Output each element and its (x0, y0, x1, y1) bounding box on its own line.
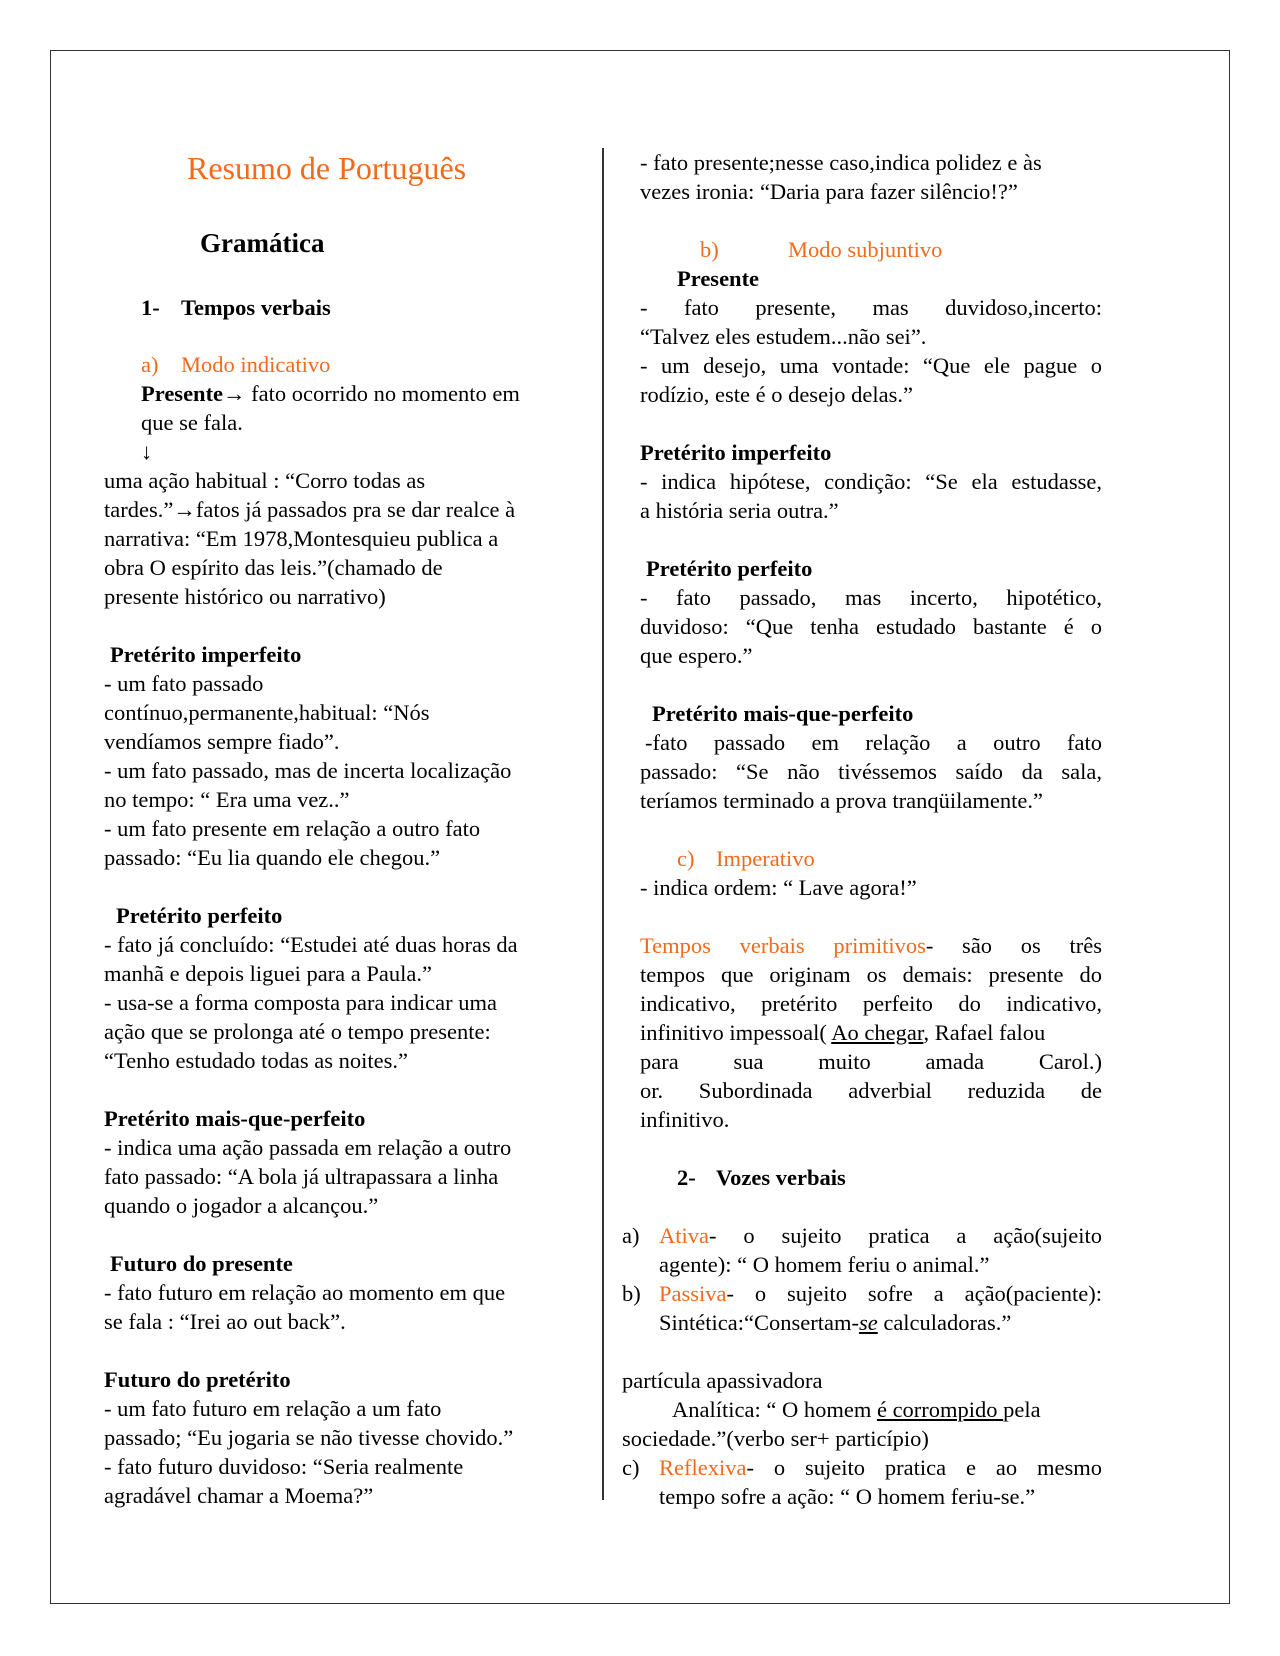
tvp-line-1 (640, 931, 1102, 960)
imp-line-1: - indica ordem: “ Lave agora!” (640, 875, 917, 900)
presente-para-line-4: obra O espírito das leis.”(chamado de (104, 555, 443, 580)
smq-line-1: -fato passado em relação a outro fato (645, 730, 1102, 755)
r-top-line-2: vezes ironia: “Daria para fazer silêncio!?” (640, 179, 1018, 204)
analitica-a: Analítica: “ O homem (672, 1397, 877, 1422)
tvp-line-1-rest: - são os três (925, 933, 1102, 958)
preterito-perfeito-title: Pretérito perfeito (116, 903, 283, 928)
tvp-line-2: tempos que originam os demais: presente do (640, 962, 1102, 987)
pmq-line-3: quando o jogador a alcançou.” (104, 1193, 379, 1218)
sp-line-4: rodízio, este é o desejo delas.” (640, 382, 914, 407)
va-label: a) (622, 1223, 640, 1248)
pp-line-2: manhã e depois liguei para a Paula.” (104, 961, 432, 986)
pi-line-5: no tempo: “ Era uma vez..” (104, 787, 350, 812)
fp-line-2: se fala : “Irei ao out back”. (104, 1309, 346, 1334)
fpt-line-2: passado; “Eu jogaria se não tivesse chovido.” (104, 1425, 514, 1450)
tvp-line-5: para sua muito amada Carol.) (640, 1049, 1102, 1074)
tvp-line-6: or. Subordinada adverbial reduzida de (640, 1078, 1102, 1103)
heading-gramatica: Gramática (200, 228, 325, 258)
tvp-line-4-b: , Rafael falou (923, 1020, 1046, 1045)
particula-label: partícula apassivadora (622, 1368, 823, 1393)
tvp-line-7: infinitivo. (640, 1107, 730, 1132)
analitica-underlined: é corrompido (876, 1397, 1004, 1422)
va-line-1 (659, 1221, 1102, 1250)
pi-line-1: - um fato passado (104, 671, 264, 696)
sp-line-3: - um desejo, uma vontade: “Que ele pague o (640, 353, 1102, 378)
subj-mqp-title: Pretérito mais-que-perfeito (652, 701, 914, 726)
pp-line-3: - usa-se a forma composta para indicar uma (104, 990, 497, 1015)
preterito-imperfeito-title: Pretérito imperfeito (110, 642, 302, 667)
smq-line-2: passado: “Se não tivéssemos saído da sala, (640, 759, 1102, 784)
section-1-number: 1- (141, 295, 160, 320)
sub-b-title: Modo subjuntivo (788, 237, 943, 262)
presente-text: fato ocorrido no momento em (245, 381, 520, 406)
preterito-mqp-title: Pretérito mais-que-perfeito (104, 1106, 366, 1131)
pi-line-2: contínuo,permanente,habitual: “Nós (104, 700, 430, 725)
vc-line-1 (659, 1453, 1102, 1482)
vb-line-2-a: Sintética:“Consertam- (659, 1310, 859, 1335)
analitica-line-2: sociedade.”(verbo ser+ particípio) (622, 1426, 929, 1451)
tvp-line-4 (640, 1018, 1045, 1047)
fpt-line-4: agradável chamar a Moema?” (104, 1483, 374, 1508)
vb-line-1 (659, 1279, 1102, 1308)
sub-a-title: Modo indicativo (181, 352, 331, 377)
sub-c-title: Imperativo (716, 846, 815, 871)
pmq-line-2: fato passado: “A bola já ultrapassara a linha (104, 1164, 499, 1189)
subj-pi-title: Pretérito imperfeito (640, 440, 832, 465)
subj-presente-title: Presente (677, 266, 760, 291)
sub-b-label: b) (700, 237, 719, 262)
tvp-line-4-a: infinitivo impessoal( (640, 1020, 832, 1045)
presente-para-line-1: uma ação habitual : “Corro todas as (104, 468, 426, 493)
pp-line-4: ação que se prolonga até o tempo presente: (104, 1019, 491, 1044)
fpt-line-1: - um fato futuro em relação a um fato (104, 1396, 442, 1421)
presente-label: Presente (141, 381, 224, 406)
vb-line-2 (659, 1308, 1011, 1337)
spp-line-2: duvidoso: “Que tenha estudado bastante é o (640, 614, 1102, 639)
page-title: Resumo de Português (187, 150, 467, 186)
sp-line-1: - fato presente, mas duvidoso,incerto: (640, 295, 1102, 320)
fpt-line-3: - fato futuro duvidoso: “Seria realmente (104, 1454, 464, 1479)
pi-line-6: - um fato presente em relação a outro fato (104, 816, 481, 841)
spi-line-2: a história seria outra.” (640, 498, 839, 523)
futuro-presente-title: Futuro do presente (110, 1251, 293, 1276)
analitica-line-1 (672, 1395, 1041, 1424)
va-title: Ativa (659, 1223, 709, 1248)
presente-line-2: que se fala. (141, 410, 243, 435)
sub-a-label: a) (141, 352, 159, 377)
vb-label: b) (622, 1281, 641, 1306)
spi-line-1: - indica hipótese, condição: “Se ela estudasse, (640, 469, 1102, 494)
tvp-underlined: Ao chegar (831, 1020, 924, 1045)
pi-line-4: - um fato passado, mas de incerta localização (104, 758, 512, 783)
down-arrow: ↓ (141, 439, 153, 464)
vb-title: Passiva (659, 1281, 727, 1306)
va-line-1-rest: - o sujeito pratica a ação(sujeito (709, 1223, 1102, 1248)
section-1-title: Tempos verbais (181, 295, 331, 320)
vb-line-2-b: calculadoras.” (877, 1310, 1012, 1335)
analitica-b: pela (1003, 1397, 1041, 1422)
vc-line-2: tempo sofre a ação: “ O homem feriu-se.” (659, 1484, 1036, 1509)
spp-line-1: - fato passado, mas incerto, hipotético, (640, 585, 1102, 610)
presente-para-line-2: tardes.”→fatos já passados pra se dar realce à (104, 497, 516, 522)
presente-line-1 (141, 379, 520, 408)
va-line-2: agente): “ O homem feriu o animal.” (659, 1252, 990, 1277)
spp-line-3: que espero.” (640, 643, 753, 668)
column-divider (602, 148, 604, 1500)
vc-label: c) (622, 1455, 640, 1480)
sub-c-label: c) (677, 846, 695, 871)
pi-line-7: passado: “Eu lia quando ele chegou.” (104, 845, 441, 870)
subj-pp-title: Pretérito perfeito (646, 556, 813, 581)
pi-line-3: vendíamos sempre fiado”. (104, 729, 340, 754)
section-2-title: Vozes verbais (716, 1165, 846, 1190)
r-top-line-1: - fato presente;nesse caso,indica polidez e às (640, 150, 1042, 175)
pmq-line-1: - indica uma ação passada em relação a outro (104, 1135, 512, 1160)
tvp-line-3: indicativo, pretérito perfeito do indicativo, (640, 991, 1102, 1016)
presente-para-line-5: presente histórico ou narrativo) (104, 584, 386, 609)
tvp-title: Tempos verbais primitivos (640, 933, 926, 958)
vb-line-1-rest: - o sujeito sofre a ação(paciente): (726, 1281, 1102, 1306)
futuro-preterito-title: Futuro do pretérito (104, 1367, 291, 1392)
vc-line-1-rest: - o sujeito pratica e ao mesmo (746, 1455, 1102, 1480)
fp-line-1: - fato futuro em relação ao momento em que (104, 1280, 506, 1305)
vc-title: Reflexiva (659, 1455, 747, 1480)
sp-line-2: “Talvez eles estudem...não sei”. (640, 324, 927, 349)
right-arrow: → (223, 381, 246, 406)
presente-para-line-3: narrativa: “Em 1978,Montesquieu publica a (104, 526, 499, 551)
vb-se-particle: se (858, 1310, 878, 1335)
smq-line-3: teríamos terminado a prova tranqüilamente.” (640, 788, 1043, 813)
pp-line-5: “Tenho estudado todas as noites.” (104, 1048, 408, 1073)
pp-line-1: - fato já concluído: “Estudei até duas horas da (104, 932, 518, 957)
section-2-number: 2- (677, 1165, 696, 1190)
